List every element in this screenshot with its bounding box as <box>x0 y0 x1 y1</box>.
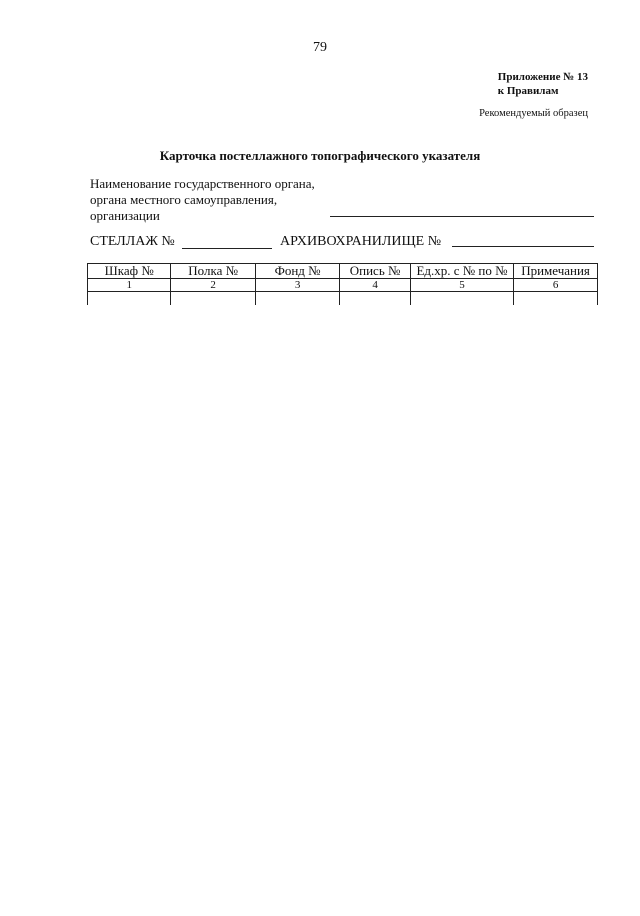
table-number-row <box>88 279 598 292</box>
topographic-index-table <box>87 263 598 305</box>
rack-fill-line <box>182 248 272 249</box>
archive-label: АРХИВОХРАНИЛИЩЕ № <box>280 234 442 249</box>
appendix-line-1: Приложение № 13 <box>497 71 588 83</box>
appendix-reference <box>498 70 588 98</box>
table-header-row <box>88 264 598 279</box>
organization-line-1: Наименование государственного органа, <box>90 176 315 191</box>
archive-fill-line <box>452 246 594 247</box>
recommended-sample-note: Рекомендуемый образец <box>479 108 588 119</box>
organization-line-3: организации <box>90 208 160 223</box>
organization-line-2: органа местного самоуправления, <box>90 192 278 207</box>
table-cell <box>171 292 255 306</box>
column-number: 4 <box>340 279 411 292</box>
column-number: 2 <box>171 279 255 292</box>
header-notes: Примечания <box>514 264 598 279</box>
column-number: 5 <box>410 279 513 292</box>
header-fund: Фонд № <box>255 264 339 279</box>
table-cell <box>410 292 513 306</box>
column-number: 6 <box>514 279 598 292</box>
header-shelf: Полка № <box>171 264 255 279</box>
table-cell <box>514 292 598 306</box>
header-inventory: Опись № <box>340 264 411 279</box>
organization-fill-line <box>330 216 594 217</box>
header-storage-units: Ед.хр. с № по № <box>410 264 513 279</box>
column-number: 3 <box>255 279 339 292</box>
rack-label: СТЕЛЛАЖ № <box>90 234 175 249</box>
table-cell <box>88 292 171 306</box>
organization-label <box>90 176 315 224</box>
header-cabinet: Шкаф № <box>88 264 171 279</box>
column-number: 1 <box>88 279 171 292</box>
appendix-line-2: к Правилам <box>497 85 559 97</box>
document-title: Карточка постеллажного топографического указателя <box>159 148 481 163</box>
table-empty-row <box>88 292 598 306</box>
table-cell <box>340 292 411 306</box>
table-cell <box>255 292 339 306</box>
page-number: 79 <box>313 40 327 55</box>
